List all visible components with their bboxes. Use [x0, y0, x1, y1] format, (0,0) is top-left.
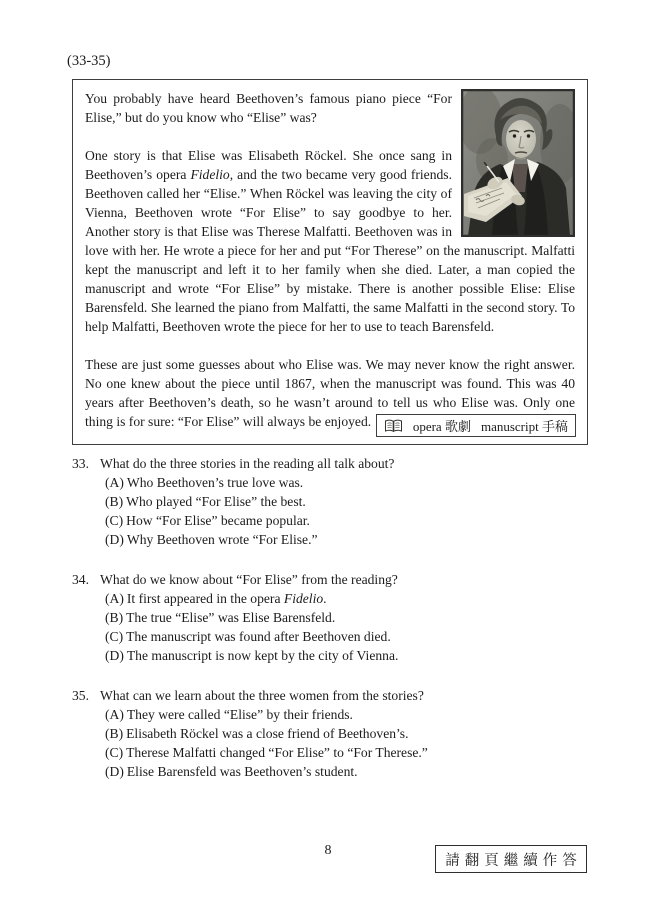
- question-34-option-b: (B) The true “Elise” was Elise Barensfeld.: [105, 610, 336, 625]
- passage-paragraph-2: One story is that Elise was Elisabeth Röckel. She once sang in Beethoven’s opera Fidelio, and the two became very good friends. Beethoven called her “Elise.” When Röckel was leaving the city of Vienna, Beethoven wrote “For Elise” to say goodbye to her. Another story is that Elise was Therese Malfatti. Beethoven was in love with her. He wrote a piece for her and put “For Therese” on the manuscript. Malfatti kept the manuscript and left it to her family when she died. Later, a man copied the manuscript and wrote “For Elise” by mistake. There is another possible Elise: Elise Barensfeld. She learned the piano from Malfatti, the same Malfatti in the second story. To help Malfatti, Beethoven wrote the piece for her to use to teach Barensfeld.: [85, 148, 575, 334]
- turn-page-notice-box: [435, 845, 587, 873]
- question-35-option-c: (C) Therese Malfatti changed “For Elise” to “For Therese.”: [105, 745, 428, 760]
- question-34-options: [100, 589, 588, 665]
- question-34-option-d: (D) The manuscript is now kept by the city of Vienna.: [105, 648, 399, 663]
- question-35-number: 35.: [72, 688, 89, 703]
- question-35-options: [100, 705, 588, 781]
- question-34-number: 34.: [72, 572, 89, 587]
- question-33-option-c: (C) How “For Elise” became popular.: [105, 513, 310, 528]
- italic-opera-title: Fidelio: [190, 167, 230, 182]
- question-34-option-c: (C) The manuscript was found after Beethoven died.: [105, 629, 391, 644]
- italic-opera-title: Fidelio: [283, 591, 324, 606]
- question-35-option-b: (B) Elisabeth Röckel was a close friend of Beethoven’s.: [105, 726, 409, 741]
- question-35-text: What can we learn about the three women from the stories?: [100, 688, 424, 703]
- page-number: 8: [324, 843, 332, 858]
- vocab-entry-opera: opera 歌劇: [412, 419, 471, 434]
- question-34: [72, 570, 588, 665]
- passage-paragraph-3: These are just some guesses about who Elise was. We may never know the right answer. No one knew about the piece until 1867, when the manuscript was found. This was 40 years after Beethoven’s death, so he wasn’t around to tell us who Elise was. Only one thing is for sure: “For Elise” will always be enjoyed.: [85, 357, 575, 429]
- question-34-option-a: (A) It first appeared in the opera Fidelio.: [105, 591, 327, 606]
- beethoven-portrait-image: [461, 89, 575, 237]
- question-33-options: [100, 473, 588, 549]
- open-book-icon: [384, 419, 403, 433]
- question-range-label: (33-35): [67, 53, 111, 69]
- turn-page-notice-text: 請翻頁繼續作答: [445, 852, 582, 869]
- question-33-number: 33.: [72, 456, 89, 471]
- question-33-option-a: (A) Who Beethoven’s true love was.: [105, 475, 304, 490]
- question-33-option-b: (B) Who played “For Elise” the best.: [105, 494, 306, 509]
- question-35-option-a: (A) They were called “Elise” by their friends.: [105, 707, 353, 722]
- question-35-option-d: (D) Elise Barensfeld was Beethoven’s student.: [105, 764, 358, 779]
- question-34-text: What do we know about “For Elise” from the reading?: [100, 572, 398, 587]
- beethoven-portrait-graphic: [462, 90, 574, 236]
- questions-section: [72, 454, 588, 802]
- question-33: [72, 454, 588, 549]
- vocab-entry-manuscript: manuscript 手稿: [480, 419, 568, 434]
- question-33-option-d: (D) Why Beethoven wrote “For Elise.”: [105, 532, 318, 547]
- question-35: [72, 686, 588, 781]
- question-33-text: What do the three stories in the reading all talk about?: [100, 456, 395, 471]
- vocabulary-gloss-box: [376, 414, 576, 437]
- passage-paragraph-1: You probably have heard Beethoven’s famous piano piece “For Elise,” but do you know who “Elise” was?: [85, 91, 452, 125]
- reading-passage-box: [72, 79, 588, 445]
